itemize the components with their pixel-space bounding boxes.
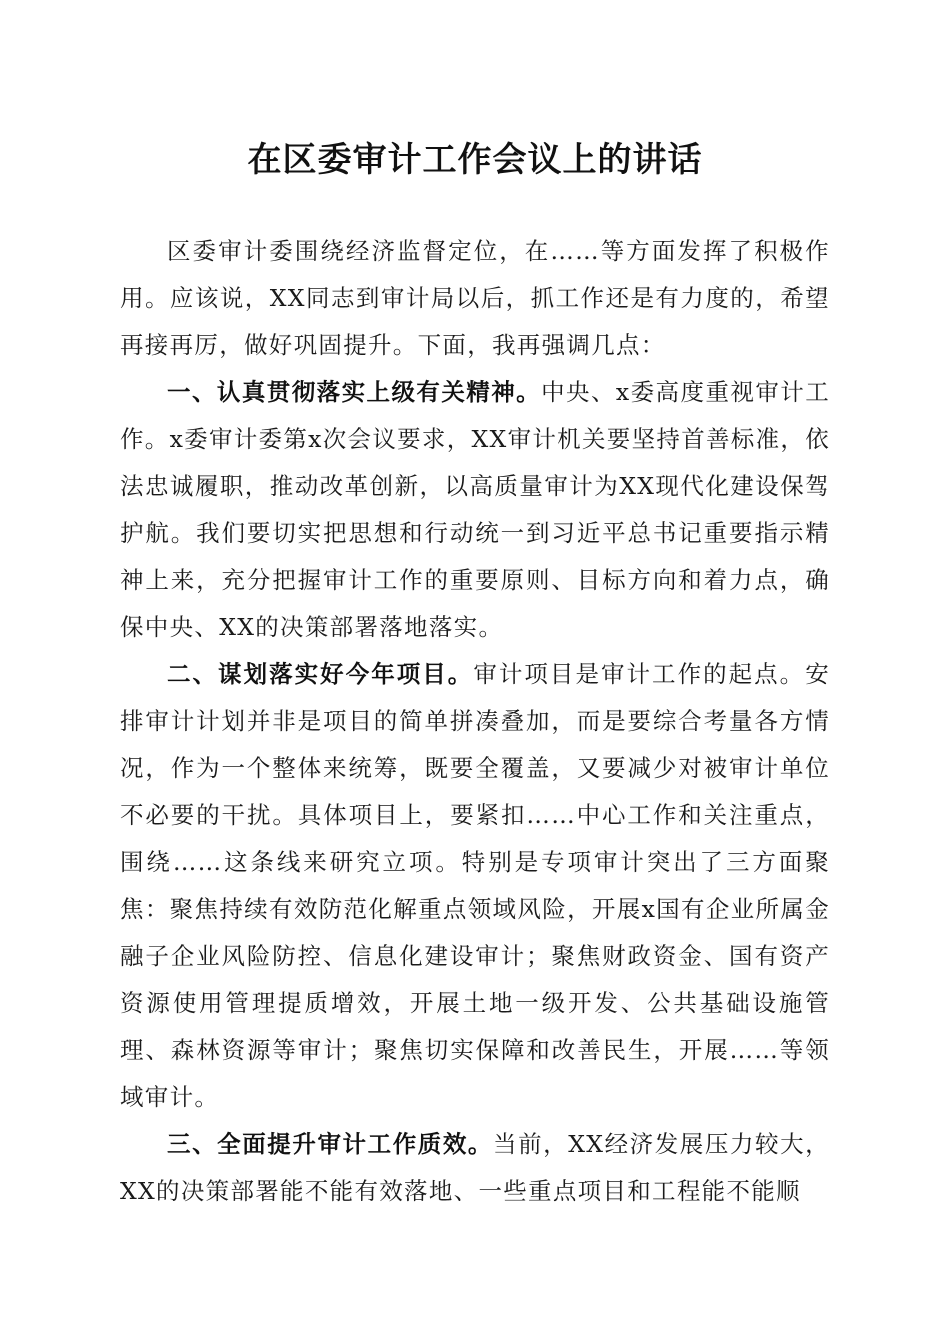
paragraph-point-2: [120, 651, 830, 1121]
paragraph-lead: 二、谋划落实好今年项目。: [167, 660, 474, 688]
paragraph-point-3: [120, 1121, 830, 1215]
paragraph-text: 当前，XX经济发展压力较大，XX的决策部署能不能有效落地、一些重点项目和工程能不能顺: [120, 1130, 830, 1205]
paragraph-point-1: [120, 369, 830, 651]
paragraph-text: 中央、x委高度重视审计工作。x委审计委第x次会议要求，XX审计机关要坚持首善标准，依法忠诚履职，推动改革创新，以高质量审计为XX现代化建设保驾护航。我们要切实把思想和行动统一到习近平总书记重要指示精神上来，充分把握审计工作的重要原则、目标方向和着力点，确保中央、XX的决策部署落地落实。: [120, 378, 831, 641]
paragraph-text: 区委审计委围绕经济监督定位，在……等方面发挥了积极作用。应该说，XX同志到审计局以后，抓工作还是有力度的，希望再接再厉，做好巩固提升。下面，我再强调几点：: [120, 237, 830, 359]
document-title: 在区委审计工作会议上的讲话: [247, 140, 703, 180]
document-body: [120, 228, 830, 1215]
paragraph-lead: 一、认真贯彻落实上级有关精神。: [167, 378, 542, 406]
paragraph-lead: 三、全面提升审计工作质效。: [167, 1130, 493, 1158]
paragraph-text: 审计项目是审计工作的起点。安排审计计划并非是项目的简单拼凑叠加，而是要综合考量各方情况，作为一个整体来统筹，既要全覆盖，又要减少对被审计单位不必要的干扰。具体项目上，要紧扣……中心工作和关注重点，围绕……这条线来研究立项。特别是专项审计突出了三方面聚焦：聚焦持续有效防范化解重点领域风险，开展x国有企业所属金融子企业风险防控、信息化建设审计；聚焦财政资金、国有资产资源使用管理提质增效，开展土地一级开发、公共基础设施管理、森林资源等审计；聚焦切实保障和改善民生，开展……等领域审计。: [120, 660, 831, 1111]
paragraph-intro: [120, 228, 830, 369]
